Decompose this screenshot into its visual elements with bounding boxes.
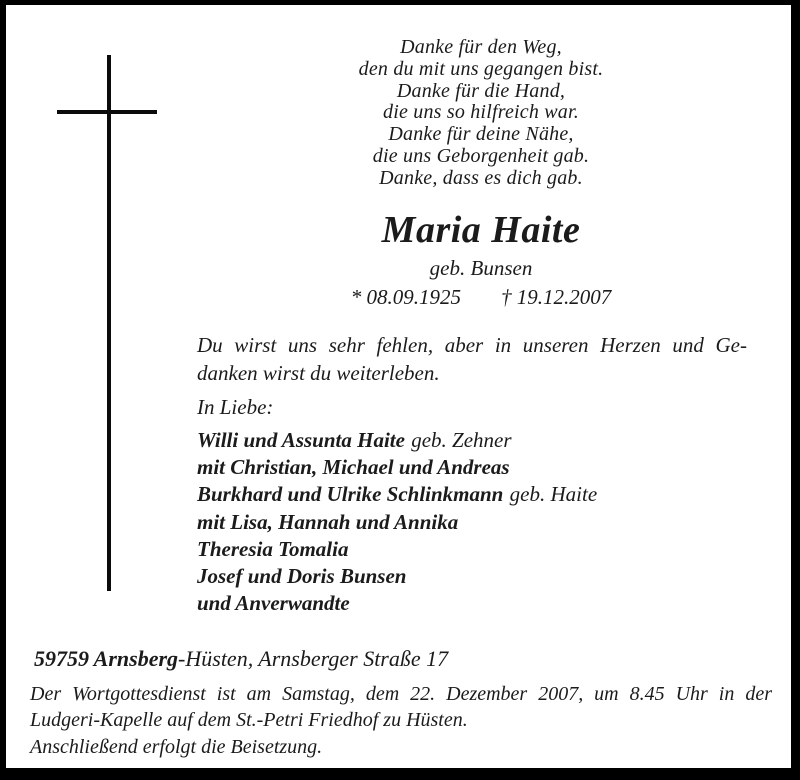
mourner-names: Theresia Tomalia bbox=[197, 536, 349, 561]
memorial-poem bbox=[175, 37, 787, 190]
service-info bbox=[30, 681, 772, 760]
address-rest: -Hüsten, Arnsberger Straße 17 bbox=[178, 646, 449, 671]
service-line: Anschließend erfolgt die Beisetzung. bbox=[30, 735, 323, 758]
deceased-name: Maria Haite bbox=[381, 209, 581, 251]
mourner-names: mit Christian, Michael und Andreas bbox=[197, 455, 510, 480]
death-dagger-symbol: † bbox=[501, 285, 512, 309]
poem-line: die uns Geborgenheit gab. bbox=[372, 144, 590, 167]
mourner-suffix: geb. Zehner bbox=[411, 428, 512, 452]
poem-line: die uns so hilfreich war. bbox=[383, 101, 579, 124]
mourners-list bbox=[197, 427, 597, 617]
mourner-line bbox=[197, 481, 597, 508]
mourner-line bbox=[197, 536, 597, 563]
mourner-line bbox=[197, 427, 597, 454]
mourner-line bbox=[197, 563, 597, 590]
service-line: Ludgeri-Kapelle auf dem St.-Petri Friedhof zu Hüsten. bbox=[30, 709, 468, 732]
poem-line: Danke für deine Nähe, bbox=[388, 123, 574, 146]
address-emphasis: 59759 Arnsberg bbox=[34, 646, 179, 671]
death-date bbox=[501, 285, 611, 309]
maiden-name: geb. Bunsen bbox=[429, 256, 533, 280]
poem-line: Danke für die Hand, bbox=[396, 79, 566, 102]
service-line: Der Wortgottesdienst ist am Samstag, dem 22. Dezember 2007, um 8.45 Uhr in der bbox=[30, 683, 772, 705]
mourner-line bbox=[197, 590, 597, 617]
birth-star-symbol: * bbox=[350, 285, 362, 309]
mourner-line bbox=[197, 509, 597, 536]
birth-date-value: 08.09.1925 bbox=[366, 285, 461, 309]
tribute-text bbox=[197, 331, 747, 387]
poem-line: Danke, dass es dich gab. bbox=[379, 166, 583, 189]
mourner-suffix: geb. Haite bbox=[509, 482, 598, 507]
mourner-names: Willi und Assunta Haite bbox=[197, 428, 405, 452]
tribute-line: Du wirst uns sehr fehlen, aber in unseren Herzen und Ge- bbox=[197, 333, 747, 357]
birth-date bbox=[351, 285, 461, 309]
tribute-line: danken wirst du weiterleben. bbox=[197, 361, 440, 385]
mourner-names: Josef und Doris Bunsen bbox=[197, 564, 407, 589]
cross-vertical-bar bbox=[107, 55, 111, 591]
death-date-value: 19.12.2007 bbox=[516, 285, 612, 309]
poem-line: Danke für den Weg, bbox=[400, 36, 562, 58]
mourner-names: und Anverwandte bbox=[197, 591, 350, 616]
mourner-names: Burkhard und Ulrike Schlinkmann bbox=[197, 482, 504, 507]
poem-line: den du mit uns gegangen bist. bbox=[358, 57, 604, 80]
mourner-names: mit Lisa, Hannah und Annika bbox=[197, 509, 459, 534]
cross-horizontal-bar bbox=[57, 110, 157, 114]
closing-phrase: In Liebe: bbox=[197, 395, 274, 419]
life-dates bbox=[175, 285, 787, 310]
address-line bbox=[34, 646, 448, 672]
mourner-line bbox=[197, 454, 597, 481]
